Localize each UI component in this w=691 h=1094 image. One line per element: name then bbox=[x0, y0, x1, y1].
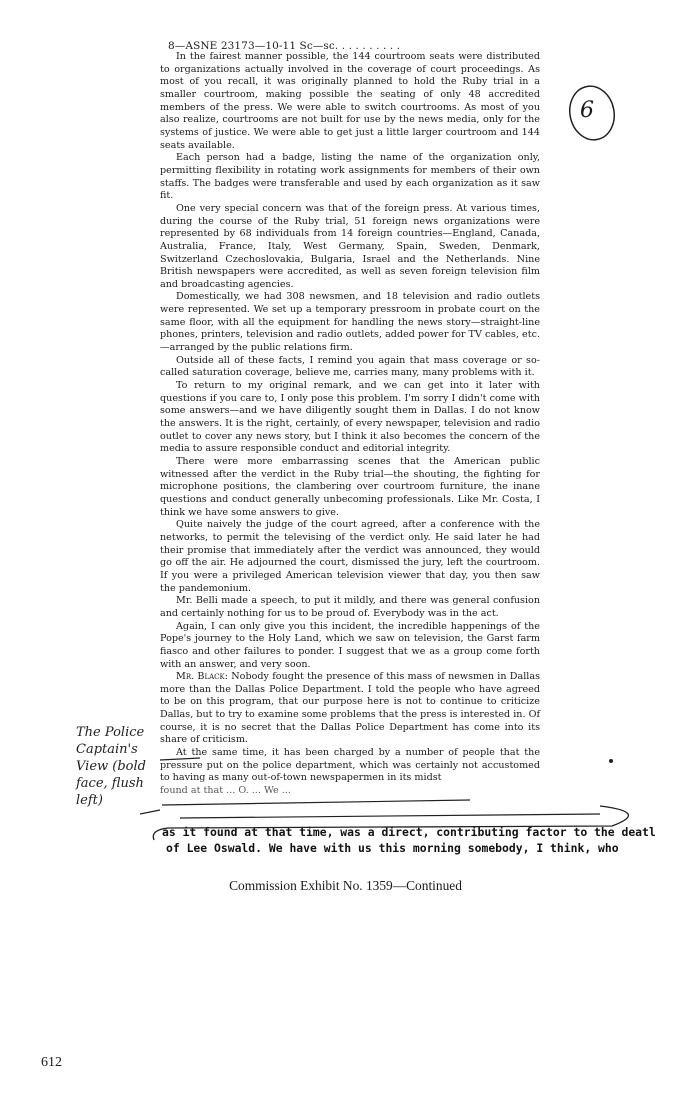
typed-line-1: as it found at that time, was a direct, contributing factor to the deatl bbox=[162, 825, 656, 839]
exhibit-caption: Commission Exhibit No. 1359—Continued bbox=[229, 878, 462, 893]
paragraph: To return to my original remark, and we can get into it later with questions if you care to, I only pose this problem. I'm sorry I didn't come with some answers—and we have diligently sought them in Dallas. I do not know the answers. It is the right, certainly, of every newspaper, television and radio outlet to cover any news story, but I think it also becomes the concern of the media to assure responsible conduct and editorial integrity. bbox=[160, 380, 540, 455]
last-paragraph: At the same time, it has been charged by a number of people that the pressure put on the police department, which was certainly not accustomed to having as many out-of-town newspapermen in its midst bbox=[160, 747, 540, 784]
handwritten-margin-note: The Police Captain's View (bold face, flush left) bbox=[76, 725, 146, 808]
article-column bbox=[160, 51, 540, 798]
black-paragraph-text: Nobody fought the presence of this mass of newsmen in Dallas more than the Dallas Police Department. I told the people who have agreed to be on this program, that our purpose here is not to continue to criticize Dallas, but to try to examine some problems that the press is interested in. Of course, it is no secret that the Dallas Police Department has come into its share of criticism. bbox=[160, 671, 540, 746]
circled-number: 6 bbox=[580, 98, 594, 123]
paragraph: Again, I can only give you this incident, the incredible happenings of the Pope's journey to the Holy Land, which we saw on television, the Garst farm fiasco and other failures to ponder. I suggest that we as a group come forth with an answer, and very soon. bbox=[160, 620, 540, 670]
paragraph: Domestically, we had 308 newsmen, and 18 television and radio outlets were represented. We set up a temporary pressroom in probate court on the same floor, with all the equipment for handling the news story—straight-line phones, printers, television and radio outlets, added power for TV cables, etc.—arranged by the public relations firm. bbox=[160, 291, 540, 354]
paragraph: One very special concern was that of the foreign press. At various times, during the course of the Ruby trial, 51 foreign news organizations were represented by 68 individuals from 14 foreign countries—England, Canada, Australia, France, Italy, West Germany, Spain, Sweden, Denmark, Switzerland Czechoslovakia, Bulgaria, Israel and the Netherlands. Nine British newspapers were accredited, as well as seven foreign television film and broadcasting agencies. bbox=[160, 202, 540, 290]
paragraph: In the fairest manner possible, the 144 courtroom seats were distributed to organizations actually involved in the coverage of court proceedings. As most of you recall, it was originally planned to hold the Ruby trial in a smaller courtroom, making possible the seating of only 48 accredited members of the press. We were able to switch courtrooms. As most of you also realize, courtrooms are not built for use by the news media, only for the systems of justice. We were able to get just a little larger courtroom and 144 seats available. bbox=[160, 51, 540, 151]
typed-insert bbox=[162, 824, 656, 856]
typed-line-2: of Lee Oswald. We have with us this morning somebody, I think, who bbox=[166, 841, 619, 855]
struck-line: found at that ... O. ... We ... bbox=[160, 785, 291, 797]
speaker-name: Mr. Black: bbox=[176, 671, 228, 683]
paragraph: Each person had a badge, listing the name of the organization only, permitting flexibility in rotating work assignments for members of their own staffs. The badges were transferable and used by each organization as it saw fit. bbox=[160, 152, 540, 202]
strike-through-icon bbox=[162, 800, 470, 805]
strike-through-icon bbox=[180, 814, 600, 818]
insert-caret-icon bbox=[140, 810, 160, 814]
page-header: 8—ASNE 23173—10-11 Sc—sc. . . . . . . . . . bbox=[168, 40, 401, 52]
ink-dot bbox=[609, 759, 613, 763]
paragraph: Mr. Belli made a speech, to put it mildly, and there was general confusion and certainly nothing for us to be proud of. Everybody was in the act. bbox=[160, 595, 540, 619]
paragraph: Outside all of these facts, I remind you again that mass coverage or so-called saturation coverage, believe me, carries many, many problems with it. bbox=[160, 354, 540, 379]
page-number: 612 bbox=[41, 1055, 62, 1070]
paragraph: Quite naively the judge of the court agreed, after a conference with the networks, to permit the televising of the verdict only. He said later he had their promise that immediately after the verdict was announced, they would go off the air. He adjourned the court, dismissed the jury, left the courtroom. If you were a privileged American television viewer that day, you then saw the pandemonium. bbox=[160, 519, 540, 594]
paragraph: There were more embarrassing scenes that the American public witnessed after the verdict in the Ruby trial—the shouting, the fighting for microphone positions, the clambering over courtroom furniture, the inane questions and conduct generally unbecoming professionals. Like Mr. Costa, I think we have some answers to give. bbox=[160, 456, 540, 518]
black-paragraph bbox=[160, 671, 540, 747]
